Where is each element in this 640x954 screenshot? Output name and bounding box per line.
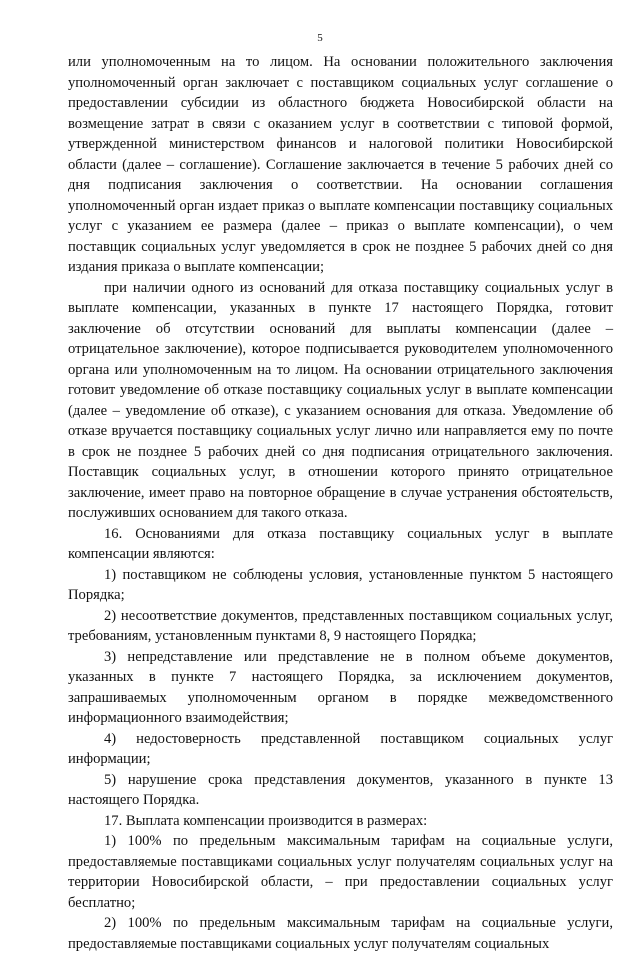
list-item: 2) несоответствие документов, представленных поставщиком социальных услуг, требованиям, установленным пунктами 8, 9 настоящего Порядка;	[68, 607, 613, 644]
list-item: 1) 100% по предельным максимальным тарифам на социальные услуги, предоставляемые поставщиками социальных услуг получателям социальных услуг на территории Новосибирской области, – при предоставлении социальных услуг бесплатно;	[68, 833, 613, 911]
list-item: 2) 100% по предельным максимальным тарифам на социальные услуги, предоставляемые поставщиками социальных услуг получателям социальных	[68, 915, 613, 952]
list-item: 4) недостоверность представленной поставщиком социальных услуг информации;	[68, 730, 613, 767]
paragraph: или уполномоченным на то лицом. На основании положительного заключения уполномоченный орган заключает с поставщиком социальных услуг соглашение о предоставлении субсидии из областного бюджета Новосибирской области на возмещение затрат в связи с оказанием услуг в соответствии с типовой формой, утвержденной министерством финансов и налоговой политики Новосибирской области (далее – соглашение). Соглашение заключается в течение 5 рабочих дней со дня подписания заключения о соответствии. На основании соглашения уполномоченный орган издает приказ о выплате компенсации поставщику социальных услуг с указанием ее размера (далее – приказ о выплате компенсации), о чем поставщик социальных услуг уведомляется в срок не позднее 5 рабочих дней со дня издания приказа о выплате компенсации;	[68, 54, 613, 275]
list-item: 3) непредставление или представление не в полном объеме документов, указанных в пункте 7 настоящего Порядка, за исключением документов, запрашиваемых уполномоченным органом в порядке межведомственного информационного взаимодействия;	[68, 648, 613, 726]
paragraph: при наличии одного из оснований для отказа поставщику социальных услуг в выплате компенсации, указанных в пункте 17 настоящего Порядка, готовит заключение об отсутствии оснований для выплаты компенсации (далее – отрицательное заключение), которое подписывается руководителем уполномоченного органа или уполномоченным на то лицом. На основании отрицательного заключения готовит уведомление об отказе поставщику социальных услуг в выплате компенсации (далее – уведомление об отказе), с указанием основания для отказа. Уведомление об отказе вручается поставщику социальных услуг лично или направляется ему по почте в срок не позднее 5 рабочих дней со дня подписания отрицательного заключения. Поставщик социальных услуг, в отношении которого принято отрицательное заключение, имеет право на повторное обращение в случае устранения обстоятельств, послуживших основанием для такого отказа.	[68, 279, 613, 521]
page-number: 5	[317, 32, 323, 44]
list-item: 5) нарушение срока представления документов, указанного в пункте 13 настоящего Порядка.	[68, 771, 613, 808]
document-body	[68, 52, 613, 954]
paragraph: 16. Основаниями для отказа поставщику социальных услуг в выплате компенсации являются:	[68, 525, 613, 562]
list-item: 1) поставщиком не соблюдены условия, установленные пунктом 5 настоящего Порядка;	[68, 566, 613, 603]
paragraph: 17. Выплата компенсации производится в размерах:	[104, 812, 428, 829]
